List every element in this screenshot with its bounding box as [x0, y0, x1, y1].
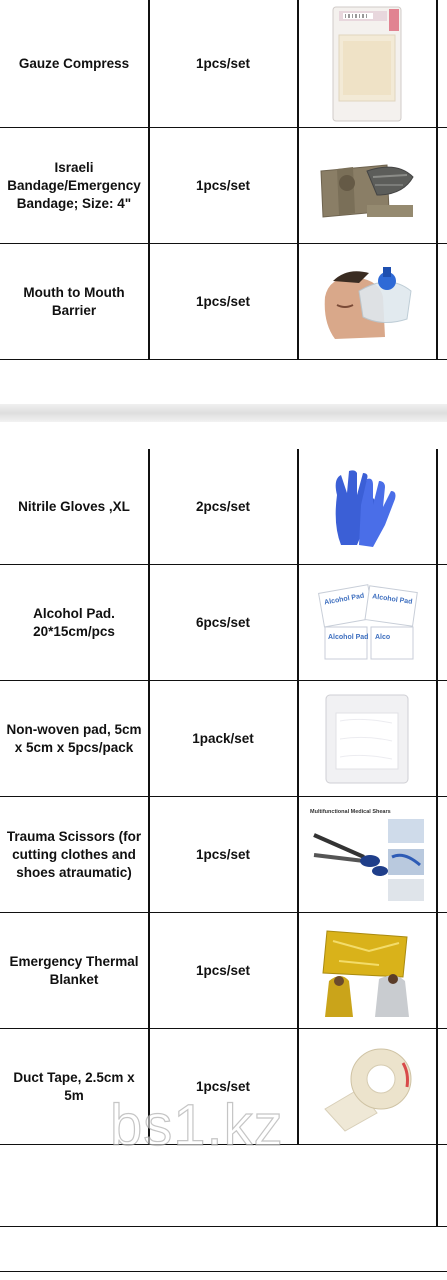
gauze-package-icon: [331, 5, 403, 123]
top-table: [0, 0, 447, 360]
item-name: Alcohol Pad. 20*15cm/pcs: [33, 605, 115, 639]
item-image: [298, 681, 436, 796]
item-image: [298, 0, 436, 127]
item-name: Non-woven pad, 5cm x 5cm x 5pcs/pack: [6, 721, 142, 755]
item-quantity: 1pcs/set: [195, 293, 251, 309]
pad-label: Alcohol Pad: [371, 592, 413, 606]
table-row: [0, 797, 447, 913]
table-row: [0, 681, 447, 797]
item-image: [298, 913, 436, 1028]
item-name: Duct Tape, 2.5cm x 5m: [13, 1069, 135, 1103]
item-image: [298, 797, 436, 912]
thermal-blanket-icon: [319, 921, 415, 1021]
trauma-scissors-icon: [304, 805, 430, 905]
section-divider: [0, 404, 447, 422]
item-name: Gauze Compress: [18, 55, 130, 71]
item-name: Israeli Bandage/Emergency Bandage; Size: 4": [7, 159, 141, 211]
item-name: Nitrile Gloves ,XL: [18, 498, 130, 514]
item-quantity: 1pcs/set: [195, 1078, 251, 1094]
item-quantity: 1pcs/set: [195, 55, 251, 71]
pad-label: Alcohol Pad: [328, 633, 369, 641]
nitrile-gloves-icon: [327, 465, 407, 549]
item-image: [298, 565, 436, 680]
item-quantity: 1pcs/set: [195, 962, 251, 978]
israeli-bandage-icon: [317, 151, 417, 221]
item-quantity: 6pcs/set: [195, 614, 251, 630]
item-quantity: 1pack/set: [192, 730, 254, 746]
item-name: [0, 1227, 148, 1271]
item-name: Emergency Thermal Blanket: [9, 953, 139, 987]
item-image: [298, 244, 436, 359]
alcohol-pad-icon: [315, 581, 419, 665]
mouth-barrier-icon: [319, 257, 415, 347]
item-image: [298, 1029, 436, 1144]
item-quantity: 1pcs/set: [195, 846, 251, 862]
item-image: [298, 449, 436, 564]
nonwoven-pad-icon: [322, 691, 412, 787]
item-quantity: 2pcs/set: [195, 498, 251, 514]
item-name: Trauma Scissors (for cutting clothes and shoes atraumatic): [6, 828, 142, 880]
table-row: [0, 0, 447, 128]
item-name: Mouth to Mouth Barrier: [23, 284, 125, 318]
table-row: [0, 128, 447, 244]
image-caption: Multifunctional Medical Shears: [310, 808, 391, 815]
table-row: [0, 1227, 447, 1272]
item-image: [298, 128, 436, 243]
table-row: [0, 449, 447, 565]
item-quantity: 1pcs/set: [195, 177, 251, 193]
watermark: bs1.kz: [110, 1093, 284, 1158]
table-row: [0, 244, 447, 360]
table-row: [0, 565, 447, 681]
table-row: [0, 913, 447, 1029]
pad-label: Alco: [375, 633, 391, 641]
duct-tape-icon: [319, 1039, 415, 1135]
pad-label: Alcohol Pad: [323, 592, 365, 607]
